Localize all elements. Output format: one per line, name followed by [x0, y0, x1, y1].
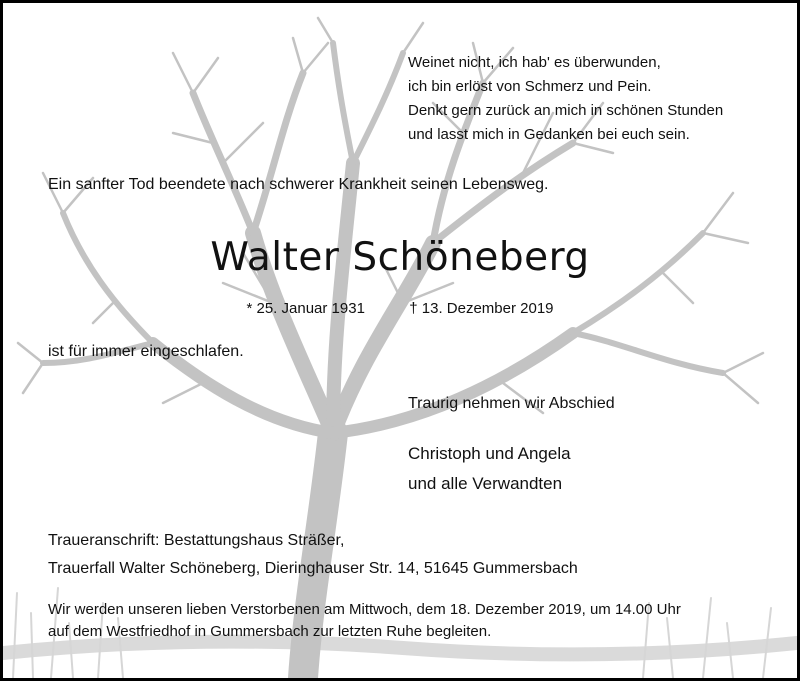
- deceased-name: Walter Schöneberg: [210, 235, 590, 280]
- family-line: und alle Verwandten: [408, 474, 563, 493]
- poem-line: Weinet nicht, ich hab' es überwunden,: [408, 54, 661, 71]
- birth-symbol: *: [246, 300, 253, 317]
- intro-sentence: Ein sanfter Tod beendete nach schwerer Krankheit seinen Lebensweg.: [48, 176, 549, 193]
- memorial-poem: [408, 51, 723, 147]
- poem-line: ich bin erlöst von Schmerz und Pein.: [408, 78, 652, 95]
- poem-line: Denkt gern zurück an mich in schönen Stunden: [408, 102, 724, 119]
- burial-line: auf dem Westfriedhof in Gummersbach zur letzten Ruhe begleiten.: [48, 623, 492, 640]
- burial-line: Wir werden unseren lieben Verstorbenen am Mittwoch, dem 18. Dezember 2019, um 14.00 Uhr: [48, 601, 681, 618]
- asleep-line: ist für immer eingeschlafen.: [48, 343, 244, 360]
- mourning-address: [48, 527, 578, 583]
- farewell-line: Traurig nehmen wir Abschied: [408, 395, 615, 412]
- poem-line: und lasst mich in Gedanken bei euch sein.: [408, 126, 690, 143]
- life-dates: [3, 300, 797, 317]
- burial-notice: [48, 599, 681, 643]
- birth-date: 25. Januar 1931: [256, 300, 365, 317]
- family-signature: [408, 439, 571, 499]
- death-date: 13. Dezember 2019: [421, 300, 554, 317]
- address-line: Traueranschrift: Bestattungshaus Sträßer,: [48, 532, 345, 549]
- death-symbol: †: [409, 300, 418, 317]
- address-line: Trauerfall Walter Schöneberg, Dieringhauser Str. 14, 51645 Gummersbach: [48, 560, 578, 577]
- family-line: Christoph und Angela: [408, 444, 571, 463]
